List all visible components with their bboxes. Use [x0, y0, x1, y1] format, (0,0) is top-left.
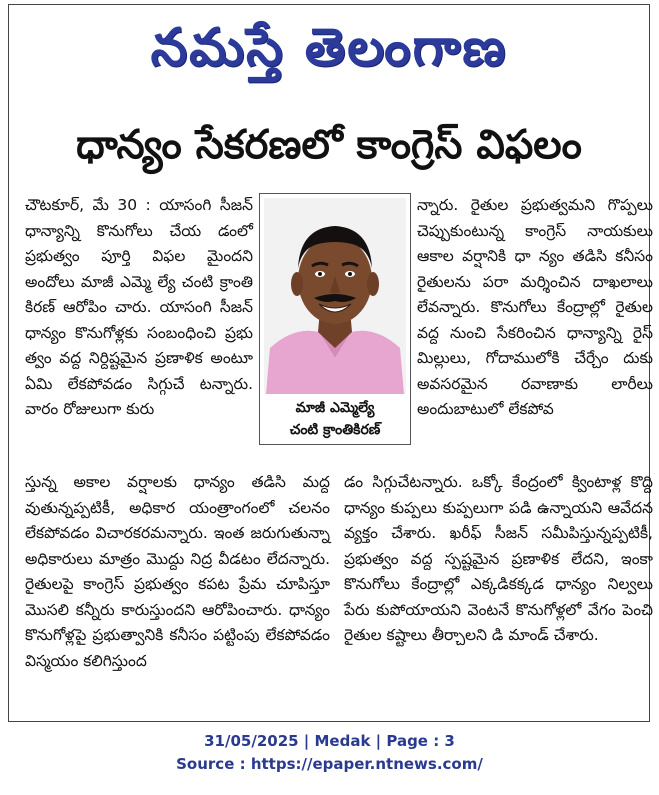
portrait-photo	[264, 198, 406, 394]
article-text-left-top: చౌటకూర్, మే 30 : యాసంగి సీజన్ ధాన్యాన్ని కొనుగోలు చేయ డంలో ప్రభుత్వం పూర్తి విఫల మైందని అందోలు మాజీ ఎమ్మె ల్యే చంటి క్రాంతి కిరణ్ ఆరోపిం చారు. యాసంగి సీజన్ ధాన్యం కొనుగోళ్లకు సంబంధించి ప్రభు త్వం వద్ద నిర్దిష్టమైన ప్రణాళిక అంటూ ఏమి లేకపోవడం సిగ్గుచే టన్నారు. వారం రోజులుగా కురు	[25, 196, 253, 418]
article-text-right-bottom: డం సిగ్గుచేటన్నారు. ఒక్కో కేంద్రంలో క్వింటాళ్ల కొద్ది ధాన్యం కుప్పలు కుప్పలుగా పడి ఉన్నాయని ఆవేదన వ్యక్తం చేశారు. ఖరీఫ్ సీజన్ సమీపిస్తున్నప్పటికీ, ప్రభుత్వం వద్ద స్పష్టమైన ప్రణాళిక లేదని, ఇంకా కొనుగోలు కేంద్రాల్లో ఎక్కడికక్కడ ధాన్యం నిల్వలు పేరు కుపోయాయని వెంటనే కొనుగోళ్లలో వేగం పెంచి రైతుల కష్టాలు తీర్చాలని డి మాండ్ చేశారు.	[344, 473, 653, 644]
footer-date-line: 31/05/2025 | Medak | Page : 3	[204, 732, 455, 750]
photo-caption-title: మాజీ ఎమ్మెల్యే	[295, 400, 375, 416]
photo-caption	[260, 397, 410, 441]
masthead	[9, 11, 649, 85]
article-headline: ధాన్యం సేకరణలో కాంగ్రెస్ విఫలం	[76, 122, 582, 168]
article-text-left-bottom: స్తున్న అకాల వర్షాలకు ధాన్యం తడిసి మద్ద వుతున్నప్పటికీ, అధికార యంత్రాంగంలో చలనం లేకపోవడం విచారకరమన్నారు. ఇంత జరుగుతున్నా అధికారులు మాత్రం మొద్దు నిద్ర వీడటం లేదన్నారు. రైతులపై కాంగ్రెస్ ప్రభుత్వం కపట ప్రేమ చూపిస్తూ మొసలి కన్నీరు కారుస్తుందని ఆరోపించారు. ధాన్యం కొనుగోళ్లపై ప్రభుత్వానికి కనీసం పట్టింపు లేకపోవడం విస్మయం కలిగిస్తుంద	[25, 473, 330, 670]
article-text-right-top: న్నారు. రైతుల ప్రభుత్వమని గొప్పలు చెప్పుకుంటున్న కాంగ్రెస్ నాయకులు ఆకాల వర్షానికి ధా న్యం తడిసి కనీసం రైతులను పరా మర్శించిన దాఖలాలు లేవన్నారు. కొనుగోలు కేంద్రాల్లో రైతుల వద్ద నుంచి సేకరించిన ధాన్యాన్ని రైస్ మిల్లులు, గోదాములోకి చేర్చేం దుకు అవసరమైన రవాణాకు లారీలు అందుబాటులో లేకపోవ	[417, 196, 653, 418]
photo-caption-name: చంటి క్రాంతికిరణ్	[289, 422, 381, 438]
photo-box	[259, 193, 411, 445]
article-column-right-top	[417, 193, 653, 423]
article-column-left-bottom	[25, 470, 330, 674]
footer-source-line: Source : https://epaper.ntnews.com/	[176, 755, 483, 773]
newspaper-logo: నమస్తే తెలంగాణ	[150, 18, 508, 78]
newspaper-clipping	[8, 4, 653, 722]
portrait-illustration	[264, 198, 406, 394]
article-column-right-bottom	[344, 470, 653, 649]
article-column-left-top	[25, 193, 253, 423]
